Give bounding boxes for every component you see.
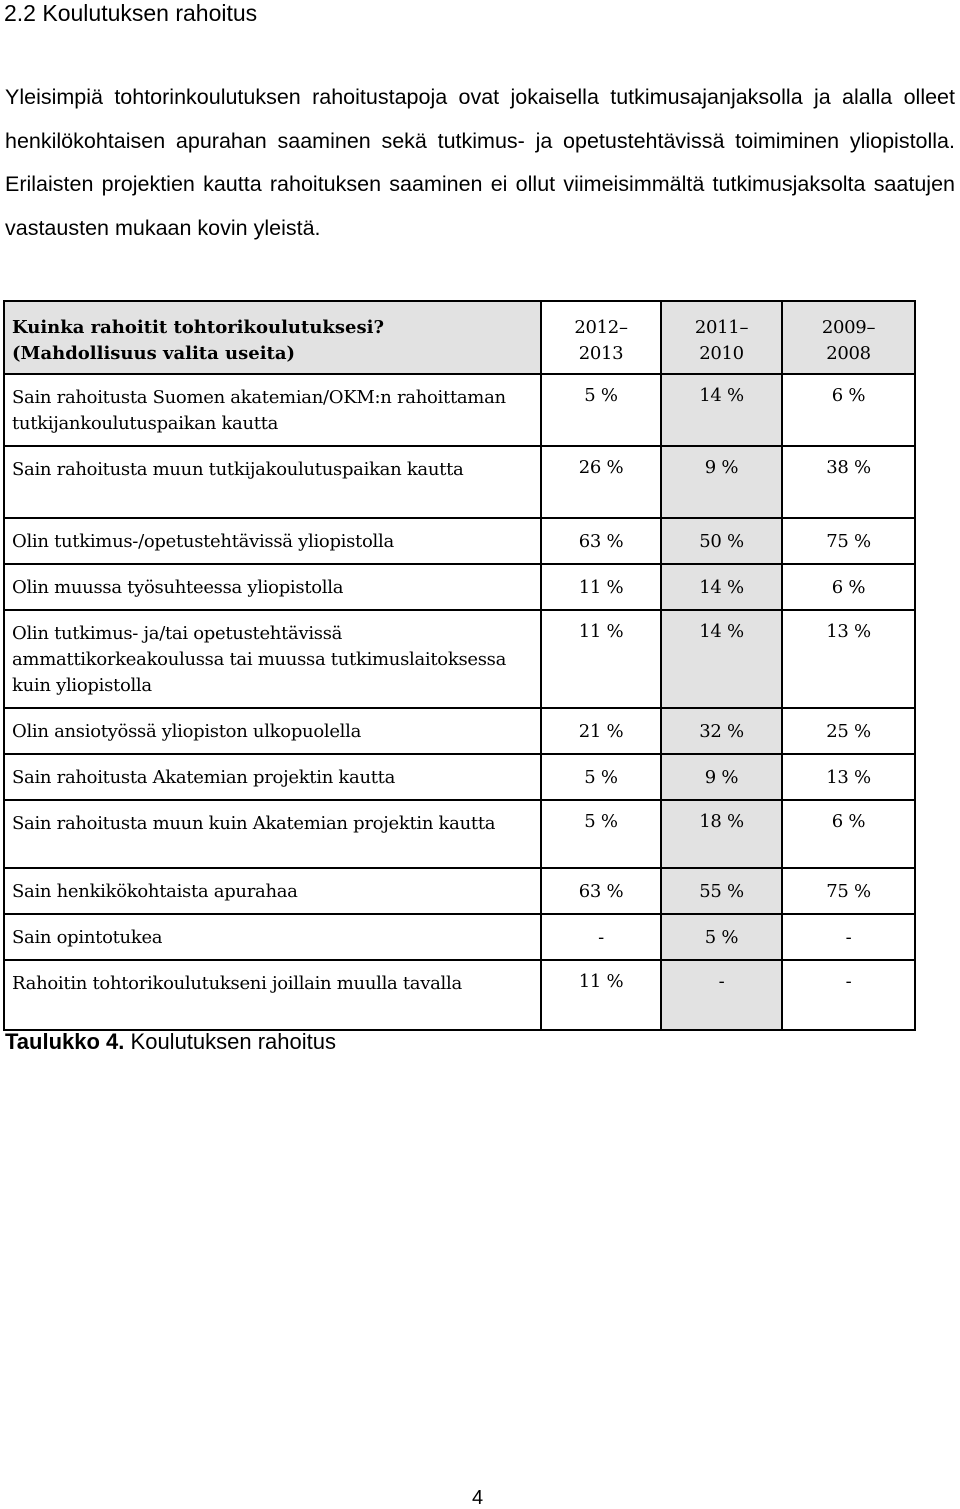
value-cell: 26 % bbox=[541, 446, 661, 518]
table-row bbox=[4, 754, 915, 800]
value-cell: 6 % bbox=[782, 564, 915, 610]
row-label: Olin ansiotyössä yliopiston ulkopuolella bbox=[4, 708, 541, 754]
value-cell: 63 % bbox=[541, 518, 661, 564]
period-header-2009: 2009– 2008 bbox=[782, 301, 915, 374]
table-row bbox=[4, 868, 915, 914]
period-header-2011: 2011– 2010 bbox=[661, 301, 782, 374]
row-label: Sain rahoitusta muun tutkijakoulutuspaikan kautta bbox=[4, 446, 541, 518]
row-label: Sain opintotukea bbox=[4, 914, 541, 960]
value-cell: 75 % bbox=[782, 518, 915, 564]
table-row bbox=[4, 446, 915, 518]
caption-text: Koulutuksen rahoitus bbox=[130, 1029, 336, 1054]
value-cell: - bbox=[661, 960, 782, 1030]
value-cell: 11 % bbox=[541, 610, 661, 708]
table-row bbox=[4, 374, 915, 446]
table-row bbox=[4, 518, 915, 564]
value-cell: 5 % bbox=[541, 374, 661, 446]
value-cell: 9 % bbox=[661, 446, 782, 518]
value-cell: 13 % bbox=[782, 610, 915, 708]
value-cell: 14 % bbox=[661, 610, 782, 708]
value-cell: 13 % bbox=[782, 754, 915, 800]
intro-paragraph: Yleisimpiä tohtorinkoulutuksen rahoitustapoja ovat jokaisella tutkimusajanjaksolla ja alalla olleet henkilökohtaisen apurahan saaminen sekä tutkimus- ja opetustehtävissä toimiminen yliopistolla. Erilaisten projektien kautta rahoituksen saaminen ei ollut viimeisimmältä tutkimusjaksolta saatujen vastausten mukaan kovin yleistä. bbox=[5, 85, 955, 240]
value-cell: 5 % bbox=[541, 800, 661, 868]
question-header-cell bbox=[4, 301, 541, 374]
table-row bbox=[4, 914, 915, 960]
row-label: Sain rahoitusta muun kuin Akatemian projektin kautta bbox=[4, 800, 541, 868]
value-cell: 5 % bbox=[541, 754, 661, 800]
row-label: Olin tutkimus- ja/tai opetustehtävissä ammattikorkeakoulussa tai muussa tutkimuslaitoksessa kuin yliopistolla bbox=[4, 610, 541, 708]
table-row bbox=[4, 564, 915, 610]
row-label: Sain rahoitusta Akatemian projektin kautta bbox=[4, 754, 541, 800]
table-caption bbox=[5, 1029, 336, 1055]
table-row bbox=[4, 960, 915, 1030]
value-cell: 11 % bbox=[541, 564, 661, 610]
row-label: Sain henkikökohtaista apurahaa bbox=[4, 868, 541, 914]
caption-label: Taulukko 4. bbox=[5, 1029, 125, 1054]
value-cell: 11 % bbox=[541, 960, 661, 1030]
value-cell: 9 % bbox=[661, 754, 782, 800]
value-cell: 32 % bbox=[661, 708, 782, 754]
question-subtitle: (Mahdollisuus valita useita) bbox=[12, 343, 296, 364]
value-cell: 6 % bbox=[782, 374, 915, 446]
row-label: Olin muussa työsuhteessa yliopistolla bbox=[4, 564, 541, 610]
table-header-row bbox=[4, 301, 915, 374]
value-cell: 5 % bbox=[661, 914, 782, 960]
value-cell: 14 % bbox=[661, 374, 782, 446]
value-cell: 50 % bbox=[661, 518, 782, 564]
value-cell: - bbox=[541, 914, 661, 960]
value-cell: - bbox=[782, 914, 915, 960]
page-number: 4 bbox=[472, 1487, 484, 1509]
table-row bbox=[4, 708, 915, 754]
row-label: Rahoitin tohtorikoulutukseni joillain muulla tavalla bbox=[4, 960, 541, 1030]
value-cell: 25 % bbox=[782, 708, 915, 754]
value-cell: 63 % bbox=[541, 868, 661, 914]
value-cell: 18 % bbox=[661, 800, 782, 868]
funding-table bbox=[3, 300, 916, 1031]
row-label: Olin tutkimus-/opetustehtävissä yliopistolla bbox=[4, 518, 541, 564]
table-row bbox=[4, 610, 915, 708]
value-cell: 55 % bbox=[661, 868, 782, 914]
table-row bbox=[4, 800, 915, 868]
value-cell: - bbox=[782, 960, 915, 1030]
value-cell: 38 % bbox=[782, 446, 915, 518]
value-cell: 21 % bbox=[541, 708, 661, 754]
section-heading: 2.2 Koulutuksen rahoitus bbox=[4, 0, 258, 26]
value-cell: 6 % bbox=[782, 800, 915, 868]
row-label: Sain rahoitusta Suomen akatemian/OKM:n rahoittaman tutkijankoulutuspaikan kautta bbox=[4, 374, 541, 446]
value-cell: 14 % bbox=[661, 564, 782, 610]
period-header-2012: 2012– 2013 bbox=[541, 301, 661, 374]
question-title: Kuinka rahoitit tohtorikoulutuksesi? bbox=[12, 317, 384, 338]
value-cell: 75 % bbox=[782, 868, 915, 914]
